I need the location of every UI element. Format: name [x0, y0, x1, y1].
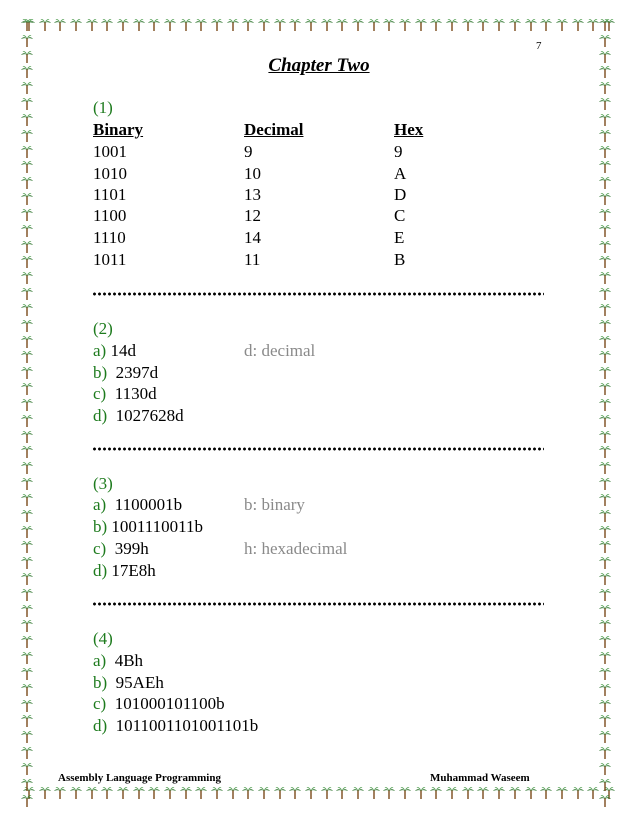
palm-tree-icon: [20, 350, 34, 364]
palm-tree-icon: [598, 18, 612, 32]
item-value: 2397d: [115, 363, 159, 382]
palm-tree-icon: [598, 382, 612, 396]
palm-tree-icon: [351, 786, 365, 800]
list-item: [93, 693, 225, 715]
palm-tree-icon: [598, 445, 612, 459]
palm-tree-icon: [598, 319, 612, 333]
table-cell-hex: 9: [394, 142, 403, 161]
palm-tree-icon: [20, 746, 34, 760]
palm-tree-icon: [598, 461, 612, 475]
palm-tree-icon: [304, 786, 318, 800]
palm-tree-icon: [598, 635, 612, 649]
list-item: [93, 672, 164, 694]
dotted-separator: [92, 602, 544, 606]
page-number: 7: [536, 40, 542, 52]
palm-tree-icon: [598, 714, 612, 728]
palm-tree-icon: [20, 699, 34, 713]
palm-tree-icon: [20, 208, 34, 222]
palm-tree-icon: [555, 786, 569, 800]
dotted-separator: [92, 447, 544, 451]
palm-tree-icon: [132, 786, 146, 800]
palm-tree-icon: [20, 588, 34, 602]
palm-tree-icon: [20, 145, 34, 159]
item-value: 14d: [110, 341, 136, 360]
palm-tree-icon: [598, 794, 612, 808]
section-1-label: (1): [93, 98, 113, 117]
table-cell-hex: A: [394, 164, 407, 183]
table-cell-binary: 1001: [93, 142, 127, 161]
item-letter: b): [93, 517, 108, 536]
palm-tree-icon: [20, 762, 34, 776]
item-value: 399h: [114, 539, 149, 558]
palm-tree-icon: [116, 18, 130, 32]
item-letter: a): [93, 495, 107, 514]
palm-tree-icon: [414, 786, 428, 800]
footer-book-title: Assembly Language Programming: [58, 772, 221, 784]
palm-tree-icon: [85, 786, 99, 800]
palm-tree-icon: [20, 81, 34, 95]
section-2-label: (2): [93, 319, 113, 338]
palm-tree-icon: [539, 18, 553, 32]
palm-tree-icon: [598, 540, 612, 554]
table-cell-decimal: 13: [244, 185, 261, 204]
palm-tree-icon: [598, 667, 612, 681]
palm-tree-icon: [20, 604, 34, 618]
notation-note: b: binary: [244, 495, 305, 514]
item-letter: a): [93, 651, 107, 670]
palm-tree-icon: [524, 786, 538, 800]
section-4-label: (4): [93, 629, 113, 648]
list-item: [93, 340, 136, 362]
page-border-left: [20, 18, 42, 808]
palm-tree-icon: [598, 287, 612, 301]
palm-tree-icon: [598, 730, 612, 744]
palm-tree-icon: [20, 556, 34, 570]
dotted-separator: [92, 292, 544, 296]
palm-tree-icon: [320, 786, 334, 800]
table-cell-binary: 1110: [93, 228, 126, 247]
palm-tree-icon: [20, 224, 34, 238]
palm-tree-icon: [210, 18, 224, 32]
palm-tree-icon: [257, 786, 271, 800]
item-letter: b): [93, 673, 108, 692]
palm-tree-icon: [20, 651, 34, 665]
palm-tree-icon: [257, 18, 271, 32]
palm-tree-icon: [194, 786, 208, 800]
table-cell-hex: B: [394, 250, 406, 269]
table-cell-decimal: 9: [244, 142, 253, 161]
palm-tree-icon: [210, 786, 224, 800]
palm-tree-icon: [226, 786, 240, 800]
palm-tree-icon: [20, 714, 34, 728]
palm-tree-icon: [476, 786, 490, 800]
table-cell-decimal: 11: [244, 250, 261, 269]
palm-tree-icon: [598, 271, 612, 285]
palm-tree-icon: [226, 18, 240, 32]
palm-tree-icon: [508, 18, 522, 32]
item-letter: c): [93, 384, 107, 403]
list-item: [93, 715, 258, 737]
palm-tree-icon: [598, 335, 612, 349]
palm-tree-icon: [20, 335, 34, 349]
palm-tree-icon: [598, 699, 612, 713]
table-cell-binary: 1100: [93, 206, 127, 225]
header-binary: Binary: [93, 120, 144, 139]
list-item: [93, 383, 157, 405]
page-border-top: [22, 18, 616, 40]
palm-tree-icon: [598, 477, 612, 491]
palm-tree-icon: [20, 461, 34, 475]
palm-tree-icon: [194, 18, 208, 32]
palm-tree-icon: [598, 619, 612, 633]
palm-tree-icon: [85, 18, 99, 32]
palm-tree-icon: [20, 540, 34, 554]
palm-tree-icon: [598, 240, 612, 254]
palm-tree-icon: [598, 762, 612, 776]
palm-tree-icon: [598, 81, 612, 95]
item-value: 1011001101001101b: [115, 716, 259, 735]
item-value: 1001110011b: [111, 517, 204, 536]
palm-tree-icon: [179, 18, 193, 32]
palm-tree-icon: [598, 572, 612, 586]
palm-tree-icon: [598, 525, 612, 539]
palm-tree-icon: [20, 619, 34, 633]
palm-tree-icon: [20, 525, 34, 539]
palm-tree-icon: [69, 786, 83, 800]
header-decimal: Decimal: [244, 120, 304, 139]
palm-tree-icon: [598, 113, 612, 127]
palm-tree-icon: [598, 746, 612, 760]
list-item: [93, 516, 203, 538]
palm-tree-icon: [598, 224, 612, 238]
palm-tree-icon: [492, 18, 506, 32]
palm-tree-icon: [382, 18, 396, 32]
palm-tree-icon: [20, 240, 34, 254]
palm-tree-icon: [598, 398, 612, 412]
palm-tree-icon: [461, 18, 475, 32]
palm-tree-icon: [598, 97, 612, 111]
palm-tree-icon: [20, 192, 34, 206]
table-cell-hex: D: [394, 185, 407, 204]
palm-tree-icon: [320, 18, 334, 32]
palm-tree-icon: [53, 786, 67, 800]
notation-note: d: decimal: [244, 341, 316, 360]
item-letter: b): [93, 363, 108, 382]
palm-tree-icon: [382, 786, 396, 800]
list-item: [93, 538, 149, 560]
palm-tree-icon: [20, 398, 34, 412]
palm-tree-icon: [273, 18, 287, 32]
palm-tree-icon: [20, 255, 34, 269]
palm-tree-icon: [241, 786, 255, 800]
palm-tree-icon: [20, 34, 34, 48]
palm-tree-icon: [598, 350, 612, 364]
palm-tree-icon: [598, 366, 612, 380]
palm-tree-icon: [20, 667, 34, 681]
palm-tree-icon: [20, 382, 34, 396]
palm-tree-icon: [429, 18, 443, 32]
palm-tree-icon: [304, 18, 318, 32]
palm-tree-icon: [147, 786, 161, 800]
item-value: 101000101100b: [114, 694, 225, 713]
item-value: 4Bh: [114, 651, 144, 670]
palm-tree-icon: [132, 18, 146, 32]
item-value: 17E8h: [111, 561, 156, 580]
palm-tree-icon: [20, 509, 34, 523]
palm-tree-icon: [367, 786, 381, 800]
palm-tree-icon: [20, 477, 34, 491]
palm-tree-icon: [445, 18, 459, 32]
palm-tree-icon: [398, 786, 412, 800]
palm-tree-icon: [598, 493, 612, 507]
palm-tree-icon: [20, 160, 34, 174]
palm-tree-icon: [241, 18, 255, 32]
palm-tree-icon: [571, 786, 585, 800]
palm-tree-icon: [116, 786, 130, 800]
palm-tree-icon: [20, 430, 34, 444]
item-letter: c): [93, 539, 107, 558]
item-value: 1130d: [114, 384, 157, 403]
palm-tree-icon: [20, 176, 34, 190]
palm-tree-icon: [20, 113, 34, 127]
list-item: [93, 650, 143, 672]
palm-tree-icon: [20, 287, 34, 301]
notation-note: h: hexadecimal: [244, 539, 348, 558]
palm-tree-icon: [20, 97, 34, 111]
table-cell-decimal: 12: [244, 206, 261, 225]
palm-tree-icon: [598, 303, 612, 317]
table-cell-binary: 1101: [93, 185, 127, 204]
item-value: 1027628d: [115, 406, 184, 425]
palm-tree-icon: [598, 556, 612, 570]
palm-tree-icon: [598, 414, 612, 428]
palm-tree-icon: [598, 651, 612, 665]
palm-tree-icon: [598, 145, 612, 159]
palm-tree-icon: [461, 786, 475, 800]
page-border-right: [598, 18, 620, 808]
item-letter: c): [93, 694, 107, 713]
palm-tree-icon: [20, 319, 34, 333]
palm-tree-icon: [539, 786, 553, 800]
table-cell-binary: 1010: [93, 164, 127, 183]
palm-tree-icon: [445, 786, 459, 800]
palm-tree-icon: [20, 303, 34, 317]
palm-tree-icon: [476, 18, 490, 32]
palm-tree-icon: [571, 18, 585, 32]
item-letter: d): [93, 406, 108, 425]
palm-tree-icon: [20, 271, 34, 285]
table-cell-decimal: 14: [244, 228, 261, 247]
palm-tree-icon: [163, 786, 177, 800]
list-item: [93, 560, 156, 582]
palm-tree-icon: [598, 778, 612, 792]
palm-tree-icon: [163, 18, 177, 32]
item-letter: d): [93, 716, 108, 735]
palm-tree-icon: [598, 208, 612, 222]
palm-tree-icon: [20, 635, 34, 649]
palm-tree-icon: [414, 18, 428, 32]
palm-tree-icon: [53, 18, 67, 32]
palm-tree-icon: [20, 414, 34, 428]
section-3-label: (3): [93, 474, 113, 493]
item-value: 1100001b: [114, 495, 183, 514]
footer-author: Muhammad Waseem: [430, 772, 530, 784]
palm-tree-icon: [20, 572, 34, 586]
palm-tree-icon: [367, 18, 381, 32]
palm-tree-icon: [335, 786, 349, 800]
item-letter: a): [93, 341, 107, 360]
palm-tree-icon: [288, 786, 302, 800]
palm-tree-icon: [598, 160, 612, 174]
header-hex: Hex: [394, 120, 424, 139]
palm-tree-icon: [20, 730, 34, 744]
palm-tree-icon: [69, 18, 83, 32]
palm-tree-icon: [273, 786, 287, 800]
palm-tree-icon: [335, 18, 349, 32]
palm-tree-icon: [598, 176, 612, 190]
palm-tree-icon: [598, 683, 612, 697]
palm-tree-icon: [20, 778, 34, 792]
palm-tree-icon: [598, 604, 612, 618]
palm-tree-icon: [20, 129, 34, 143]
list-item: [93, 362, 158, 384]
palm-tree-icon: [508, 786, 522, 800]
palm-tree-icon: [100, 786, 114, 800]
palm-tree-icon: [147, 18, 161, 32]
palm-tree-icon: [20, 445, 34, 459]
table-cell-hex: C: [394, 206, 406, 225]
palm-tree-icon: [524, 18, 538, 32]
palm-tree-icon: [429, 786, 443, 800]
palm-tree-icon: [288, 18, 302, 32]
palm-tree-icon: [598, 192, 612, 206]
item-letter: d): [93, 561, 108, 580]
palm-tree-icon: [20, 493, 34, 507]
palm-tree-icon: [398, 18, 412, 32]
palm-tree-icon: [598, 34, 612, 48]
palm-tree-icon: [351, 18, 365, 32]
palm-tree-icon: [20, 18, 34, 32]
palm-tree-icon: [598, 129, 612, 143]
list-item: [93, 405, 184, 427]
palm-tree-icon: [598, 588, 612, 602]
list-item: [93, 494, 182, 516]
palm-tree-icon: [598, 509, 612, 523]
palm-tree-icon: [598, 430, 612, 444]
palm-tree-icon: [20, 366, 34, 380]
table-cell-binary: 1011: [93, 250, 127, 269]
chapter-title: Chapter Two: [268, 55, 370, 76]
palm-tree-icon: [20, 794, 34, 808]
palm-tree-icon: [100, 18, 114, 32]
palm-tree-icon: [555, 18, 569, 32]
palm-tree-icon: [598, 255, 612, 269]
item-value: 95AEh: [115, 673, 164, 692]
table-cell-decimal: 10: [244, 164, 261, 183]
palm-tree-icon: [492, 786, 506, 800]
palm-tree-icon: [179, 786, 193, 800]
palm-tree-icon: [20, 683, 34, 697]
page-border-bottom: [22, 786, 616, 808]
table-cell-hex: E: [394, 228, 405, 247]
